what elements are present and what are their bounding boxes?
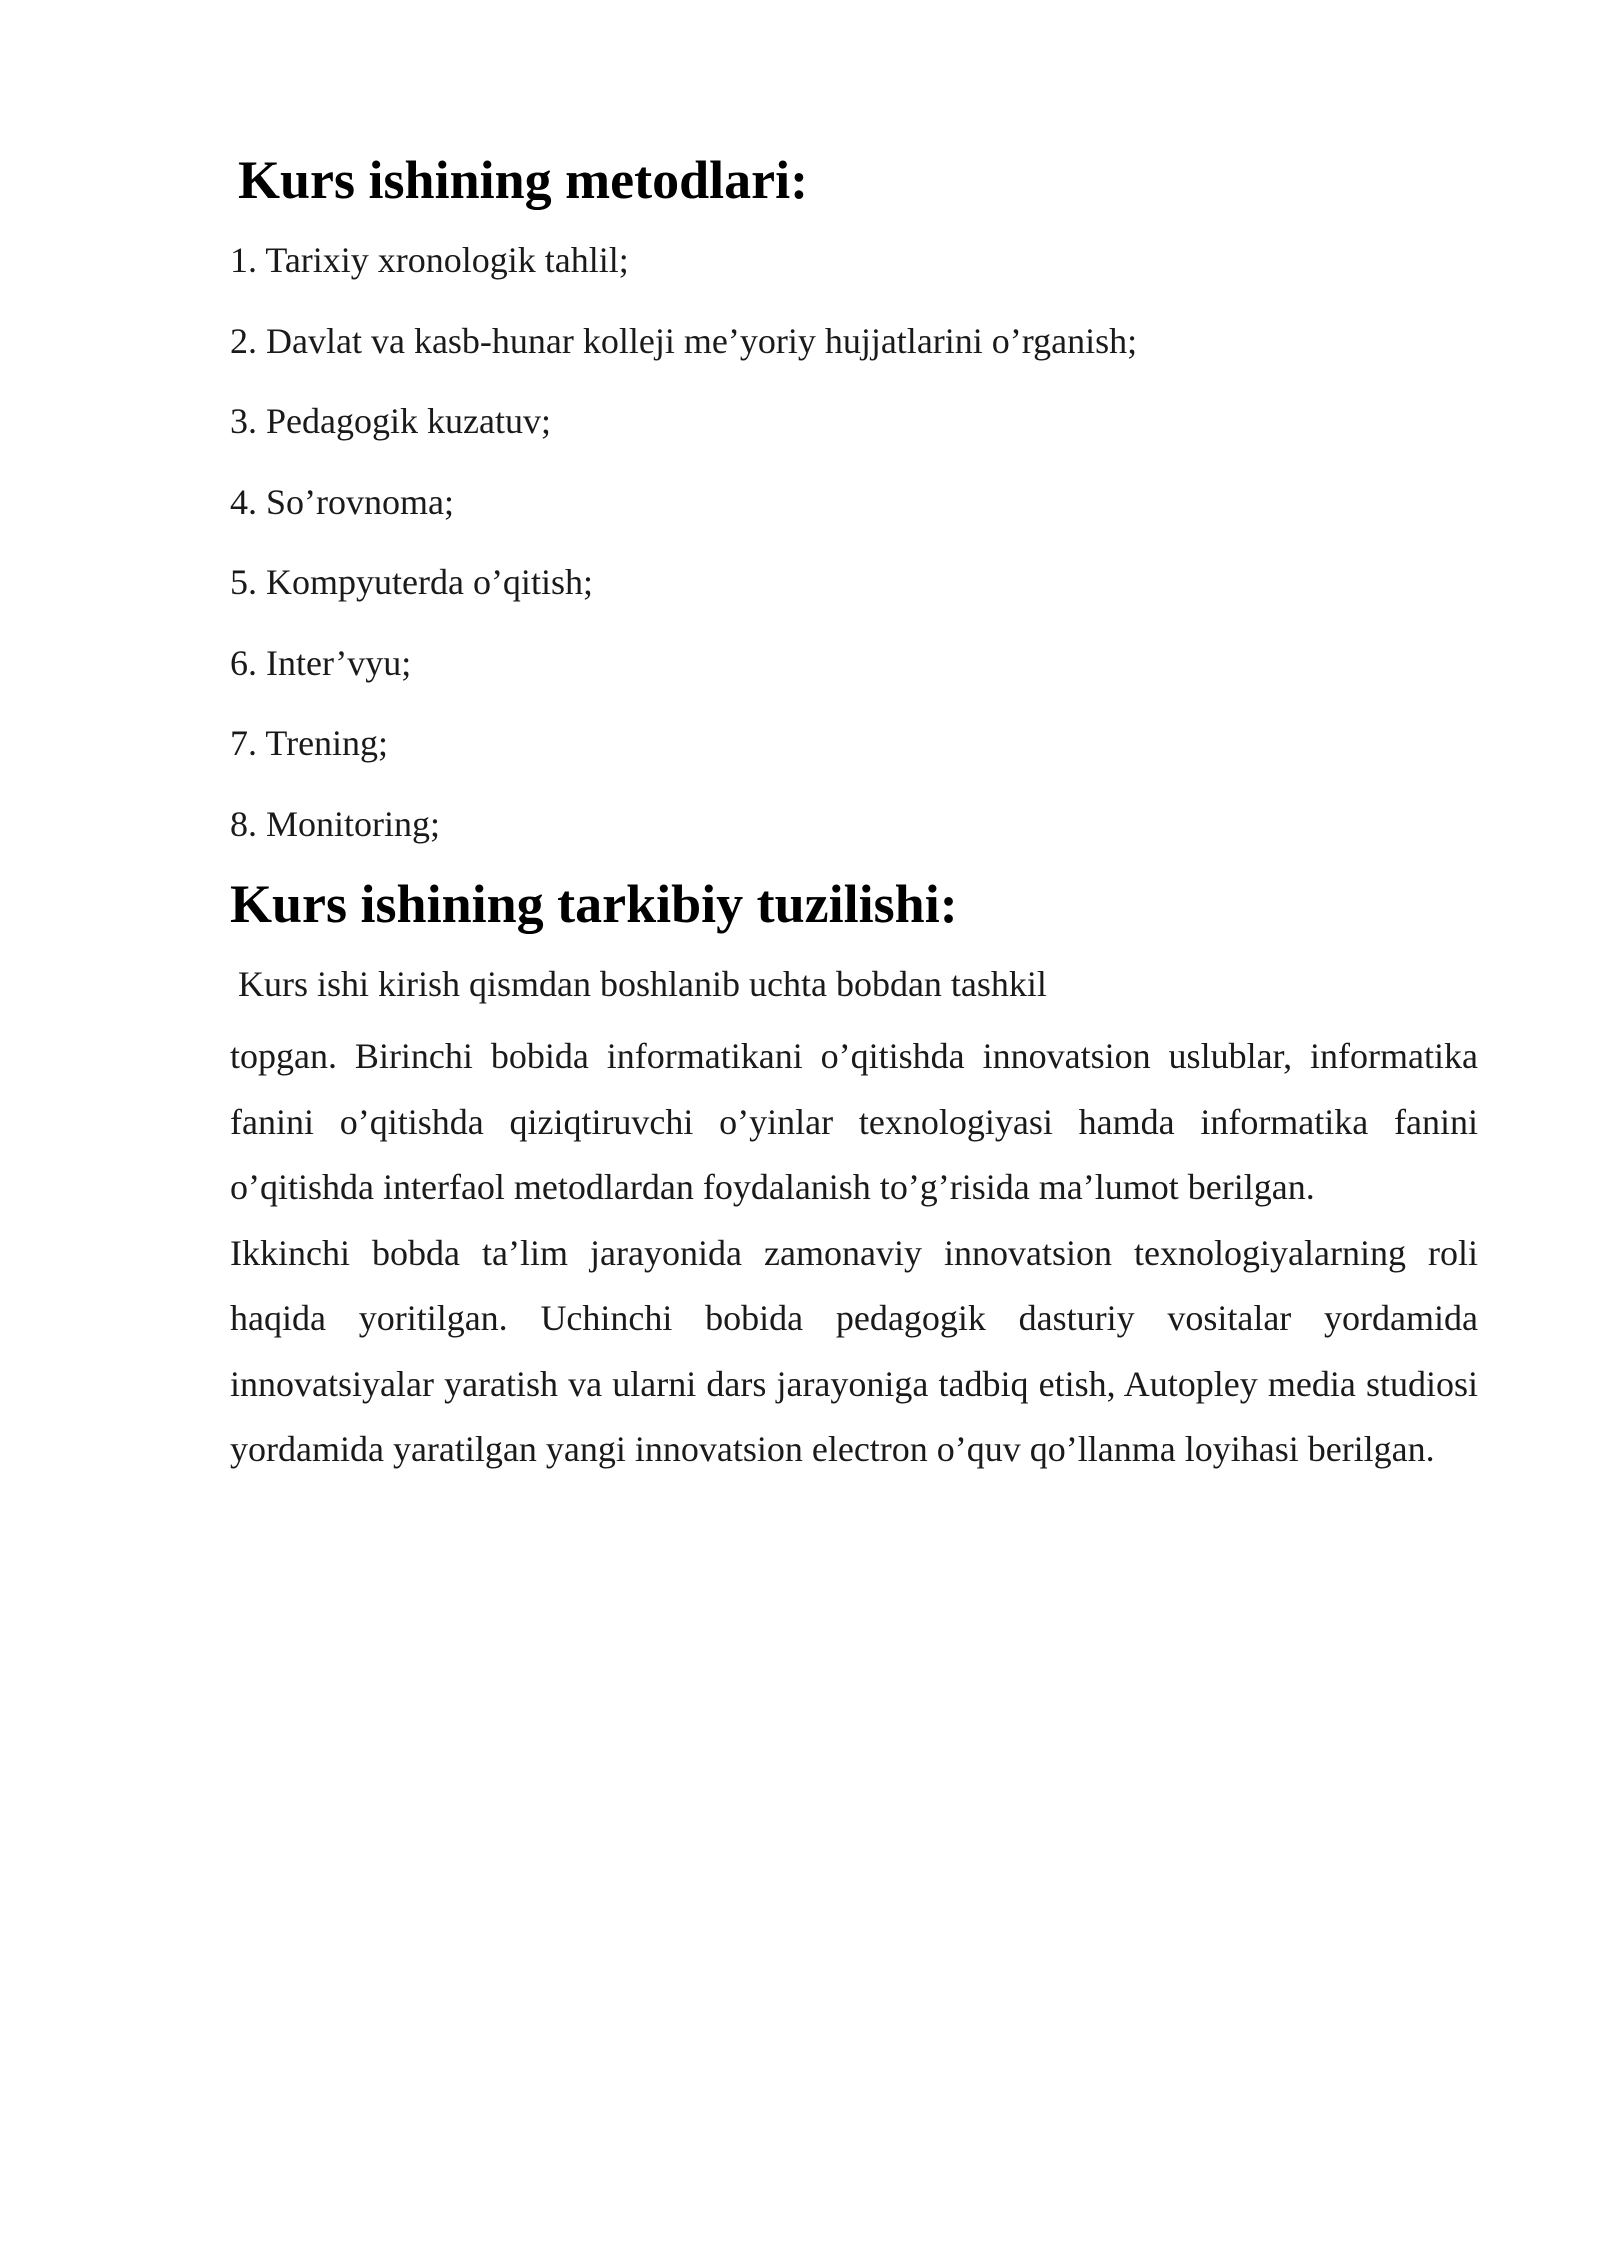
list-item: 7. Trening;: [230, 723, 389, 763]
list-item: 4. So’rovnoma;: [230, 481, 454, 522]
list-item: 1. Tarixiy xronologik tahlil;: [230, 240, 629, 280]
list-item: 3. Pedagogik kuzatuv;: [230, 401, 551, 441]
methods-list: [230, 220, 1478, 864]
document-page: [230, 140, 1478, 1483]
intro-line: Kurs ishi kirish qismdan boshlanib uchta bobdan tashkil: [238, 964, 1047, 1004]
methods-heading: Kurs ishining metodlari:: [238, 150, 809, 210]
list-item: 8. Monitoring;: [230, 803, 441, 844]
list-item: 2. Davlat va kasb-hunar kolleji me’yoriy hujjatlarini o’rganish;: [230, 320, 1138, 361]
body-paragraph-2: Ikkinchi bobda ta’lim jarayonida zamonaviy innovatsion texnologiyalarning roli haqida yoritilgan. Uchinchi bobida pedagogik dasturiy vositalar yordamida innovatsiyalar yaratish va ularni dars jarayoniga tadbiq etish, Autopley media studiosi yordamida yaratilgan yangi innovatsion electron o’quv qo’llanma loyihasi berilgan.: [230, 1232, 1478, 1469]
structure-heading: Kurs ishining tarkibiy tuzilishi:: [230, 874, 958, 934]
list-item: 5. Kompyuterda o’qitish;: [230, 562, 593, 602]
list-item: 6. Inter’vyu;: [230, 642, 412, 683]
body-paragraph-1: topgan. Birinchi bobida informatikani o’qitishda innovatsion uslublar, informatika fanini o’qitishda qiziqtiruvchi o’yinlar texnologiyasi hamda informatika fanini o’qitishda interfaol metodlardan foydalanish to’g’risida ma’lumot berilgan.: [230, 1036, 1478, 1207]
